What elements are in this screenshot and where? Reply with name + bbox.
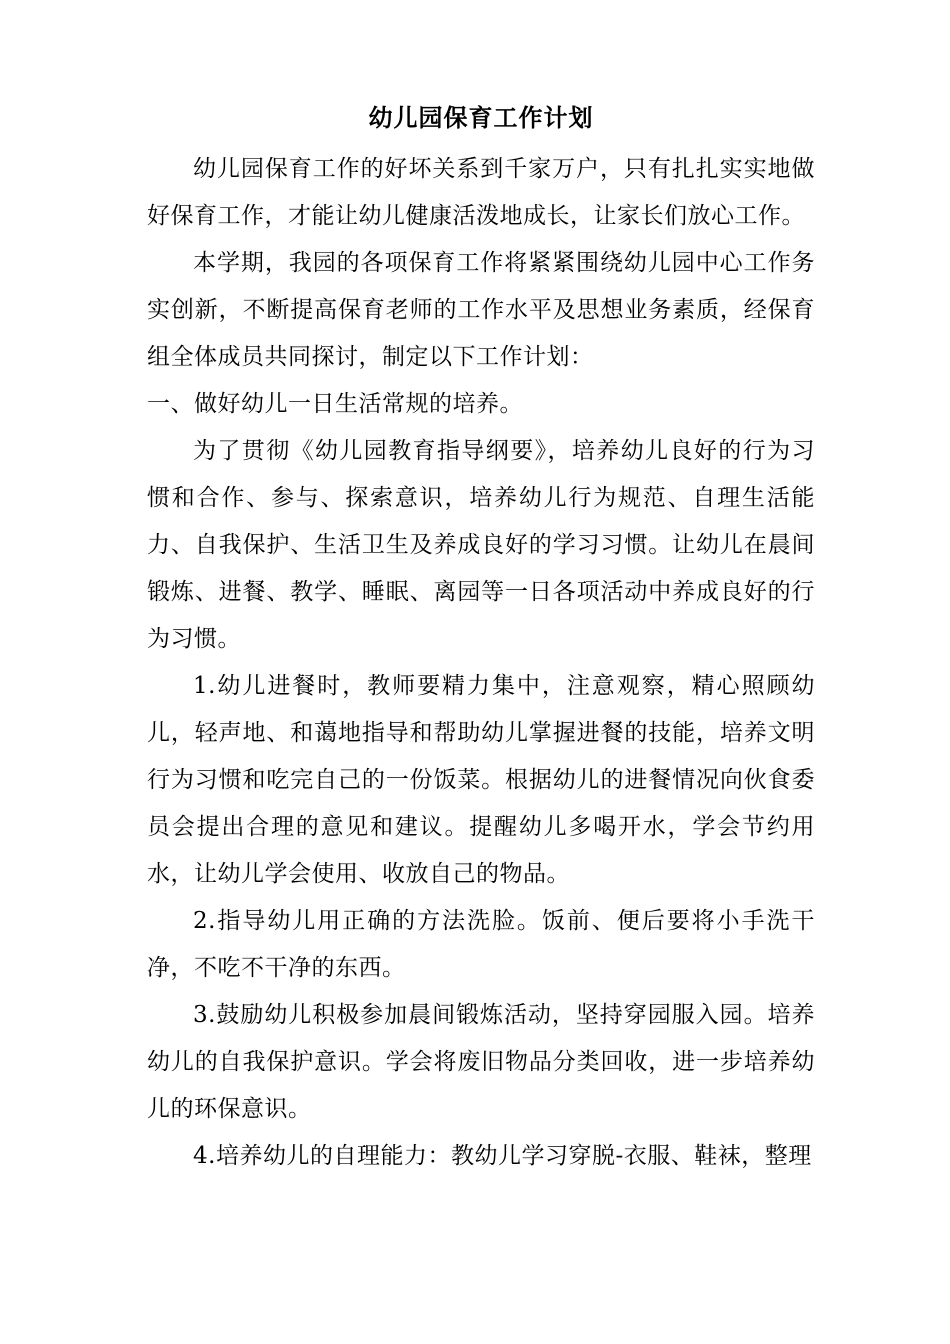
intro-paragraph: 幼儿园保育工作的好坏关系到千家万户，只有扎扎实实地做好保育工作，才能让幼儿健康活泼地成长，让家长们放心工作。: [147, 156, 815, 229]
list-item: 1.幼儿进餐时，教师要精力集中，注意观察，精心照顾幼儿，轻声地、和蔼地指导和帮助幼儿掌握进餐的技能，培养文明行为习惯和吃完自己的一份饭菜。根据幼儿的进餐情况向伙食委员会提出合理的意见和建议。提醒幼儿多喝开水，学会节约用水，让幼儿学会使用、收放自己的物品。: [147, 673, 815, 887]
plan-paragraph: 本学期，我园的各项保育工作将紧紧围绕幼儿园中心工作务实创新，不断提高保育老师的工作水平及思想业务素质，经保育组全体成员共同探讨，制定以下工作计划：: [147, 250, 815, 370]
list-item: 4.培养幼儿的自理能力：教幼儿学习穿脱-衣服、鞋袜，整理: [193, 1143, 812, 1169]
list-item: 3.鼓励幼儿积极参加晨间锻炼活动，坚持穿园服入园。培养幼儿的自我保护意识。学会将废旧物品分类回收，进一步培养幼儿的环保意识。: [147, 1002, 815, 1122]
section-intro-paragraph: 为了贯彻《幼儿园教育指导纲要》，培养幼儿良好的行为习惯和合作、参与、探索意识，培养幼儿行为规范、自理生活能力、自我保护、生活卫生及养成良好的学习习惯。让幼儿在晨间锻炼、进餐、教学、睡眠、离园等一日各项活动中养成良好的行为习惯。: [147, 438, 815, 652]
section-heading: 一、做好幼儿一日生活常规的培养。: [147, 391, 523, 417]
list-item: 2.指导幼儿用正确的方法洗脸。饭前、便后要将小手洗干净，不吃不干净的东西。: [147, 908, 815, 981]
document-title: 幼儿园保育工作计划: [368, 103, 594, 132]
document-body: [147, 98, 815, 1180]
